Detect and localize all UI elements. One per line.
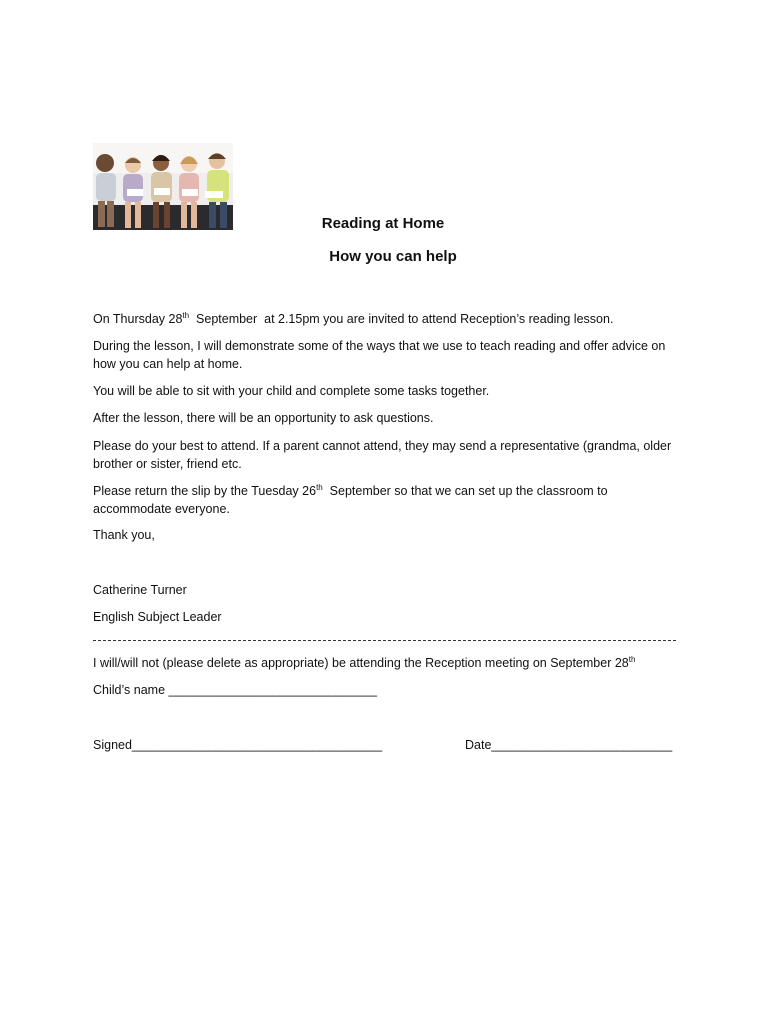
date-field[interactable]: Date__________________________ — [465, 738, 673, 752]
page-subtitle: How you can help — [329, 248, 457, 265]
return-slip-paragraph: Please return the slip by the Tuesday 26th September so that we can set up the classroom to accommodate everyone. — [93, 482, 612, 516]
sit-together-paragraph: You will be able to sit with your child and complete some tasks together. — [93, 384, 490, 398]
signature-name: Catherine Turner — [93, 583, 187, 597]
invitation-paragraph: On Thursday 28th September at 2.15pm you are invited to attend Reception’s reading lesson. — [93, 310, 614, 326]
attendance-statement: I will/will not (please delete as appropriate) be attending the Reception meeting on September 28th — [93, 654, 636, 670]
attend-paragraph: Please do your best to attend. If a parent cannot attend, they may send a representative (grandma, older brother or sister, friend etc. — [93, 439, 672, 471]
child-name-field[interactable]: Child’s name ______________________________ — [93, 683, 378, 697]
lesson-paragraph: During the lesson, I will demonstrate some of the ways that we use to teach reading and offer advice on how you can help at home. — [93, 339, 666, 371]
page-title: Reading at Home — [321, 215, 445, 232]
cut-line-divider — [93, 640, 676, 641]
signed-field[interactable]: Signed____________________________________ — [93, 738, 383, 752]
questions-paragraph: After the lesson, there will be an opportunity to ask questions. — [93, 411, 434, 425]
thanks-text: Thank you, — [93, 528, 155, 542]
signature-role: English Subject Leader — [93, 610, 222, 624]
